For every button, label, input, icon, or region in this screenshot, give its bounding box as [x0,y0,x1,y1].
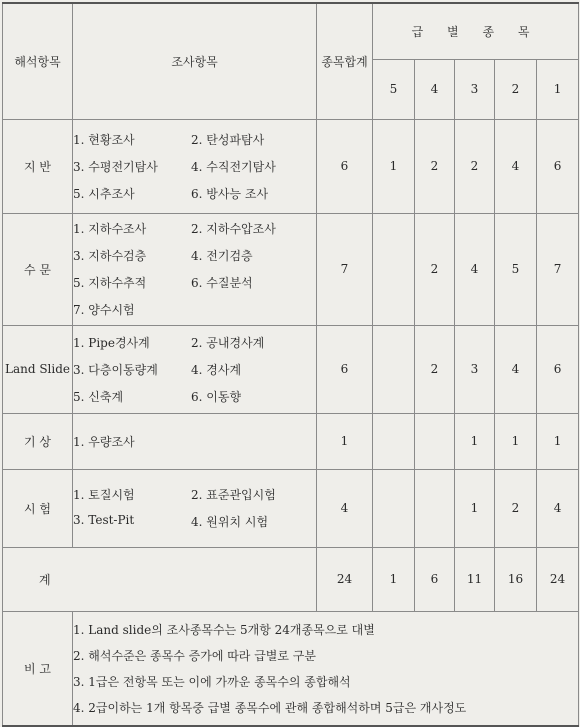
row-category: Land Slide [3,325,73,413]
survey-item: 6. 방사능 조사 [191,186,269,201]
row-items [73,469,317,547]
row-grade-1: 6 [537,325,579,413]
total-label: 계 [3,547,317,611]
survey-item: 4. 수직전기탐사 [191,159,276,174]
row-grade-4: 2 [415,213,455,325]
total-grade-3: 11 [455,547,495,611]
row-grade-5 [373,413,415,469]
header-grade-group: 급 별 종 목 [373,3,579,59]
header-grade-2: 2 [495,59,537,119]
table-row-test [3,469,579,547]
survey-item: 6. 이동향 [191,389,242,404]
row-grade-5 [373,469,415,547]
remark-line: 4. 2급이하는 1개 항목중 급별 종목수에 관해 종합해석하며 5급은 개사정도 [73,700,467,715]
row-grade-2: 4 [495,119,537,213]
survey-item: 5. 지하수추적 [73,276,147,290]
survey-table [2,2,579,727]
row-category: 지 반 [3,119,73,213]
survey-item: 2. 지하수압조사 [191,222,276,236]
row-grade-1: 7 [537,213,579,325]
survey-item: 2. 표준관입시험 [191,488,276,502]
row-grade-2: 1 [495,413,537,469]
survey-item: 5. 시추조사 [73,186,135,201]
row-grade-2: 4 [495,325,537,413]
survey-item: 3. Test-Pit [73,513,135,527]
row-total: 6 [317,119,373,213]
survey-item: 4. 전기검층 [191,249,253,263]
row-items [73,413,317,469]
row-grade-2: 2 [495,469,537,547]
table-row-hydrology [3,213,579,325]
row-category: 수 문 [3,213,73,325]
survey-item: 3. 수평전기탐사 [73,159,158,174]
row-grade-4: 2 [415,119,455,213]
survey-item: 3. 지하수검층 [73,249,147,263]
row-grade-4: 2 [415,325,455,413]
table-row-total [3,547,579,611]
total-grade-1: 24 [537,547,579,611]
remark-line: 1. Land slide의 조사종목수는 5개항 24개종목으로 대별 [73,622,375,637]
survey-item: 6. 수질분석 [191,276,253,290]
header-grade-5: 5 [373,59,415,119]
row-grade-1: 6 [537,119,579,213]
survey-item: 2. 공내경사계 [191,335,265,350]
remark-line: 2. 해석수준은 종목수 증가에 따라 급별로 구분 [73,648,316,663]
row-grade-3: 1 [455,469,495,547]
row-category: 기 상 [3,413,73,469]
row-grade-4 [415,469,455,547]
row-grade-3: 2 [455,119,495,213]
total-grade-4: 6 [415,547,455,611]
table-row-remarks [3,611,579,726]
header-grade-3: 3 [455,59,495,119]
survey-item: 4. 원위치 시험 [191,515,269,529]
header-grade-4: 4 [415,59,455,119]
header-total: 종목합계 [317,3,373,119]
row-grade-5 [373,325,415,413]
table-row-ground [3,119,579,213]
survey-item: 1. Pipe경사계 [73,335,150,350]
row-grade-2: 5 [495,213,537,325]
table-row-landslide [3,325,579,413]
row-grade-1: 4 [537,469,579,547]
header-survey: 조사항목 [73,3,317,119]
survey-item: 7. 양수시험 [73,303,135,317]
survey-item: 1. 토질시험 [73,488,135,502]
survey-item: 3. 다층이동량계 [73,362,158,377]
survey-item: 1. 현황조사 [73,132,135,147]
grand-total: 24 [317,547,373,611]
row-grade-5: 1 [373,119,415,213]
total-grade-2: 16 [495,547,537,611]
row-items [73,213,317,325]
row-total: 6 [317,325,373,413]
survey-item: 4. 경사계 [191,362,242,377]
table-row-weather [3,413,579,469]
survey-item: 5. 신축계 [73,389,124,404]
row-total: 7 [317,213,373,325]
row-category: 시 험 [3,469,73,547]
survey-item: 1. 우량조사 [73,434,135,449]
survey-item: 1. 지하수조사 [73,222,147,236]
remark-line: 3. 1급은 전항목 또는 이에 가까운 종목수의 종합해석 [73,674,351,689]
row-items [73,119,317,213]
row-items [73,325,317,413]
row-grade-3: 4 [455,213,495,325]
row-grade-3: 1 [455,413,495,469]
survey-item: 2. 탄성파탐사 [191,132,265,147]
row-grade-5 [373,213,415,325]
remarks-notes [73,611,579,726]
row-grade-1: 1 [537,413,579,469]
header-grade-1: 1 [537,59,579,119]
remarks-label: 비 고 [3,611,73,726]
row-grade-3: 3 [455,325,495,413]
header-analysis: 해석항목 [3,3,73,119]
row-grade-4 [415,413,455,469]
total-grade-5: 1 [373,547,415,611]
row-total: 1 [317,413,373,469]
row-total: 4 [317,469,373,547]
